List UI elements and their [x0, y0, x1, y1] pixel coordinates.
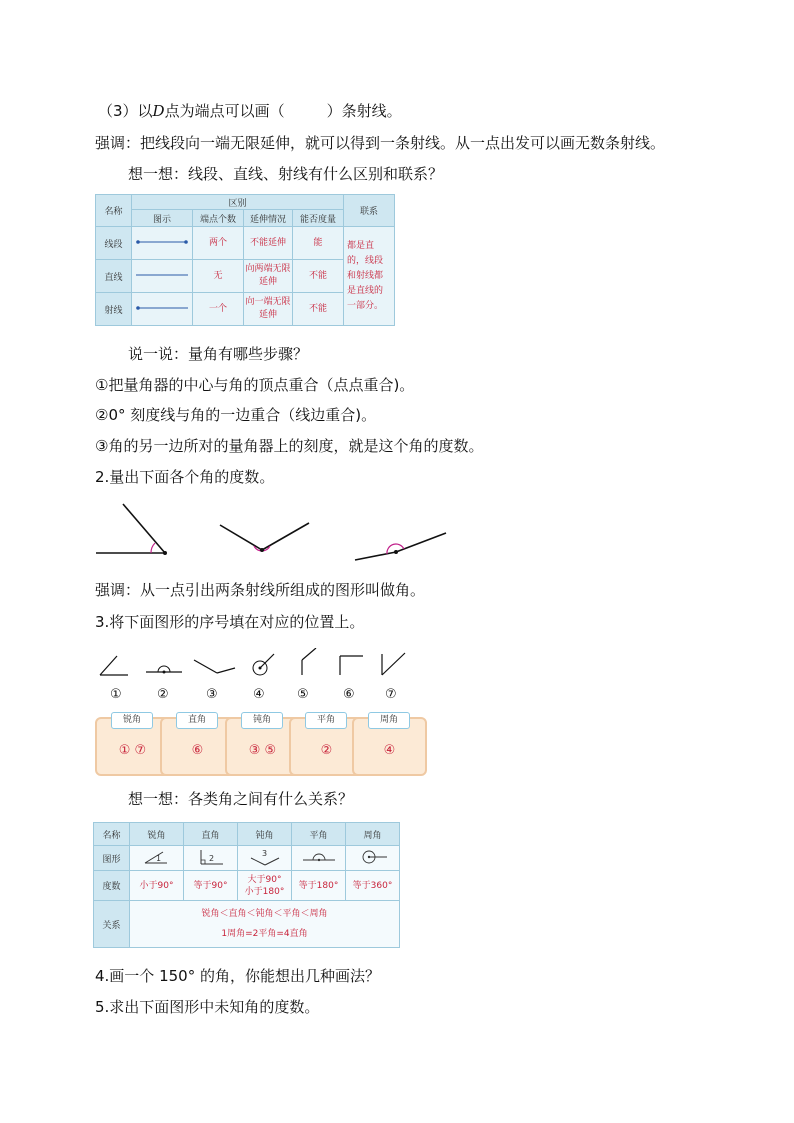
- segment-figure: [132, 227, 193, 260]
- question-4: 4.画一个 150° 的角，你能想出几种画法？: [95, 967, 380, 985]
- box-full-tag: 周角: [368, 712, 410, 729]
- obtuse-number: 3: [261, 848, 267, 858]
- straight-angle-icon: [299, 847, 339, 867]
- row-label-line: 直线: [96, 260, 132, 293]
- shape-label-7: ⑦: [385, 687, 397, 702]
- step-1: ①把量角器的中心与角的顶点重合（点点重合)。: [95, 376, 415, 394]
- t2-deg-obtuse-a: 大于90°: [247, 874, 282, 885]
- t2-deg-obtuse-b: 小于180°: [244, 886, 285, 897]
- lines-comparison-table: [95, 194, 395, 326]
- shape-label-5: ⑤: [297, 687, 309, 702]
- ray-diagram: [132, 303, 192, 313]
- angle-shapes-row: [90, 648, 420, 680]
- header-name: 名称: [96, 195, 132, 227]
- t2-col-right: 直角: [184, 823, 238, 846]
- acute-number: 1: [155, 853, 161, 863]
- t2-deg-right: 等于90°: [184, 871, 238, 901]
- full-angle-icon: [353, 847, 393, 867]
- shape-1-acute: [100, 656, 128, 675]
- angles-to-measure: [90, 495, 460, 565]
- shape-3-obtuse: [194, 660, 235, 673]
- t2-fig-right: [184, 846, 238, 871]
- box-right: [160, 717, 235, 776]
- box-full: [352, 717, 427, 776]
- t2-header-degree: 度数: [94, 871, 130, 901]
- right-angle-icon: [191, 847, 231, 867]
- header-endpoints: 端点个数: [193, 210, 244, 227]
- segment-diagram: [132, 237, 192, 247]
- think-question-lines: 想一想：线段、直线、射线有什么区别和联系？: [128, 165, 444, 183]
- row-label-ray: 射线: [96, 293, 132, 326]
- shape-6-right: [340, 656, 363, 675]
- step-2: ②0° 刻度线与角的一边重合（线边重合)。: [95, 406, 377, 424]
- t2-col-obtuse: 钝角: [238, 823, 292, 846]
- t2-fig-obtuse: [238, 846, 292, 871]
- line-figure: [132, 260, 193, 293]
- think-question-angles: 想一想：各类角之间有什么关系？: [128, 790, 354, 808]
- header-extension: 延伸情况: [244, 210, 293, 227]
- angle-2: [220, 523, 309, 552]
- t2-fig-acute: [130, 846, 184, 871]
- segment-extension: 不能延伸: [244, 227, 293, 260]
- shape-label-4: ④: [253, 687, 265, 702]
- row-label-segment: 线段: [96, 227, 132, 260]
- t2-header-relation: 关系: [94, 901, 130, 948]
- box-full-answer: ④: [383, 743, 396, 758]
- ray-endpoints: 一个: [193, 293, 244, 326]
- shape-label-1: ①: [110, 687, 122, 702]
- line-measurable: 不能: [293, 260, 344, 293]
- angle-1: [96, 504, 167, 555]
- line-endpoints: 无: [193, 260, 244, 293]
- t2-header-name: 名称: [94, 823, 130, 846]
- line-diagram: [132, 270, 192, 280]
- header-relation: 联系: [344, 195, 395, 227]
- line-extension: 向两端无限延伸: [244, 260, 293, 293]
- question-3-line: （3）以D点为端点可以画（ ）条射线。: [98, 102, 402, 120]
- shape-4-full: [253, 654, 274, 675]
- t2-deg-straight: 等于180°: [292, 871, 346, 901]
- box-obtuse-tag: 钝角: [241, 712, 283, 729]
- box-straight-tag: 平角: [305, 712, 347, 729]
- ray-extension: 向一端无限延伸: [244, 293, 293, 326]
- box-acute: [95, 717, 170, 776]
- box-obtuse-answer: ③ ⑤: [248, 743, 277, 758]
- t2-header-figure: 图形: [94, 846, 130, 871]
- shape-label-2: ②: [157, 687, 169, 702]
- t2-col-straight: 平角: [292, 823, 346, 846]
- step-3: ③角的另一边所对的量角器上的刻度，就是这个角的度数。: [95, 437, 484, 455]
- shape-7-acute: [382, 653, 405, 675]
- question-5: 5.求出下面图形中未知角的度数。: [95, 998, 320, 1016]
- header-difference: 区别: [132, 195, 344, 210]
- header-figure: 图示: [132, 210, 193, 227]
- angle-3: [355, 533, 446, 560]
- question-2: 2.量出下面各个角的度数。: [95, 468, 275, 486]
- angle-relations-table: [93, 822, 400, 948]
- ray-figure: [132, 293, 193, 326]
- box-acute-tag: 锐角: [111, 712, 153, 729]
- emphasis-angle: 强调：从一点引出两条射线所组成的图形叫做角。: [95, 581, 426, 599]
- t2-deg-full: 等于360°: [346, 871, 400, 901]
- relation-text: 都是直的，线段和射线都是直线的一部分。: [344, 227, 395, 326]
- t2-fig-full: [346, 846, 400, 871]
- t2-col-full: 周角: [346, 823, 400, 846]
- t2-col-acute: 锐角: [130, 823, 184, 846]
- t2-relation-cell: [130, 901, 400, 948]
- box-straight-answer: ②: [320, 743, 333, 758]
- acute-angle-icon: [137, 847, 177, 867]
- ray-measurable: 不能: [293, 293, 344, 326]
- box-right-answer: ⑥: [191, 743, 204, 758]
- segment-endpoints: 两个: [193, 227, 244, 260]
- emphasis-ray: 强调：把线段向一端无限延伸，就可以得到一条射线。从一点出发可以画无数条射线。: [95, 134, 666, 152]
- header-measurable: 能否度量: [293, 210, 344, 227]
- obtuse-angle-icon: [245, 847, 285, 867]
- shape-5-obtuse: [302, 648, 316, 675]
- t2-relation-2: 1周角=2平角=4直角: [221, 929, 308, 939]
- segment-measurable: 能: [293, 227, 344, 260]
- shape-label-6: ⑥: [343, 687, 355, 702]
- t2-deg-obtuse: [238, 871, 292, 901]
- question-3: 3.将下面图形的序号填在对应的位置上。: [95, 613, 365, 631]
- box-acute-answer: ① ⑦: [118, 743, 147, 758]
- say-question: 说一说：量角有哪些步骤？: [128, 345, 309, 363]
- shape-label-3: ③: [206, 687, 218, 702]
- t2-deg-acute: 小于90°: [130, 871, 184, 901]
- t2-relation-1: 锐角＜直角＜钝角＜平角＜周角: [201, 909, 328, 919]
- box-right-tag: 直角: [176, 712, 218, 729]
- shape-2-straight: [146, 666, 182, 674]
- right-number: 2: [208, 853, 214, 863]
- t2-fig-straight: [292, 846, 346, 871]
